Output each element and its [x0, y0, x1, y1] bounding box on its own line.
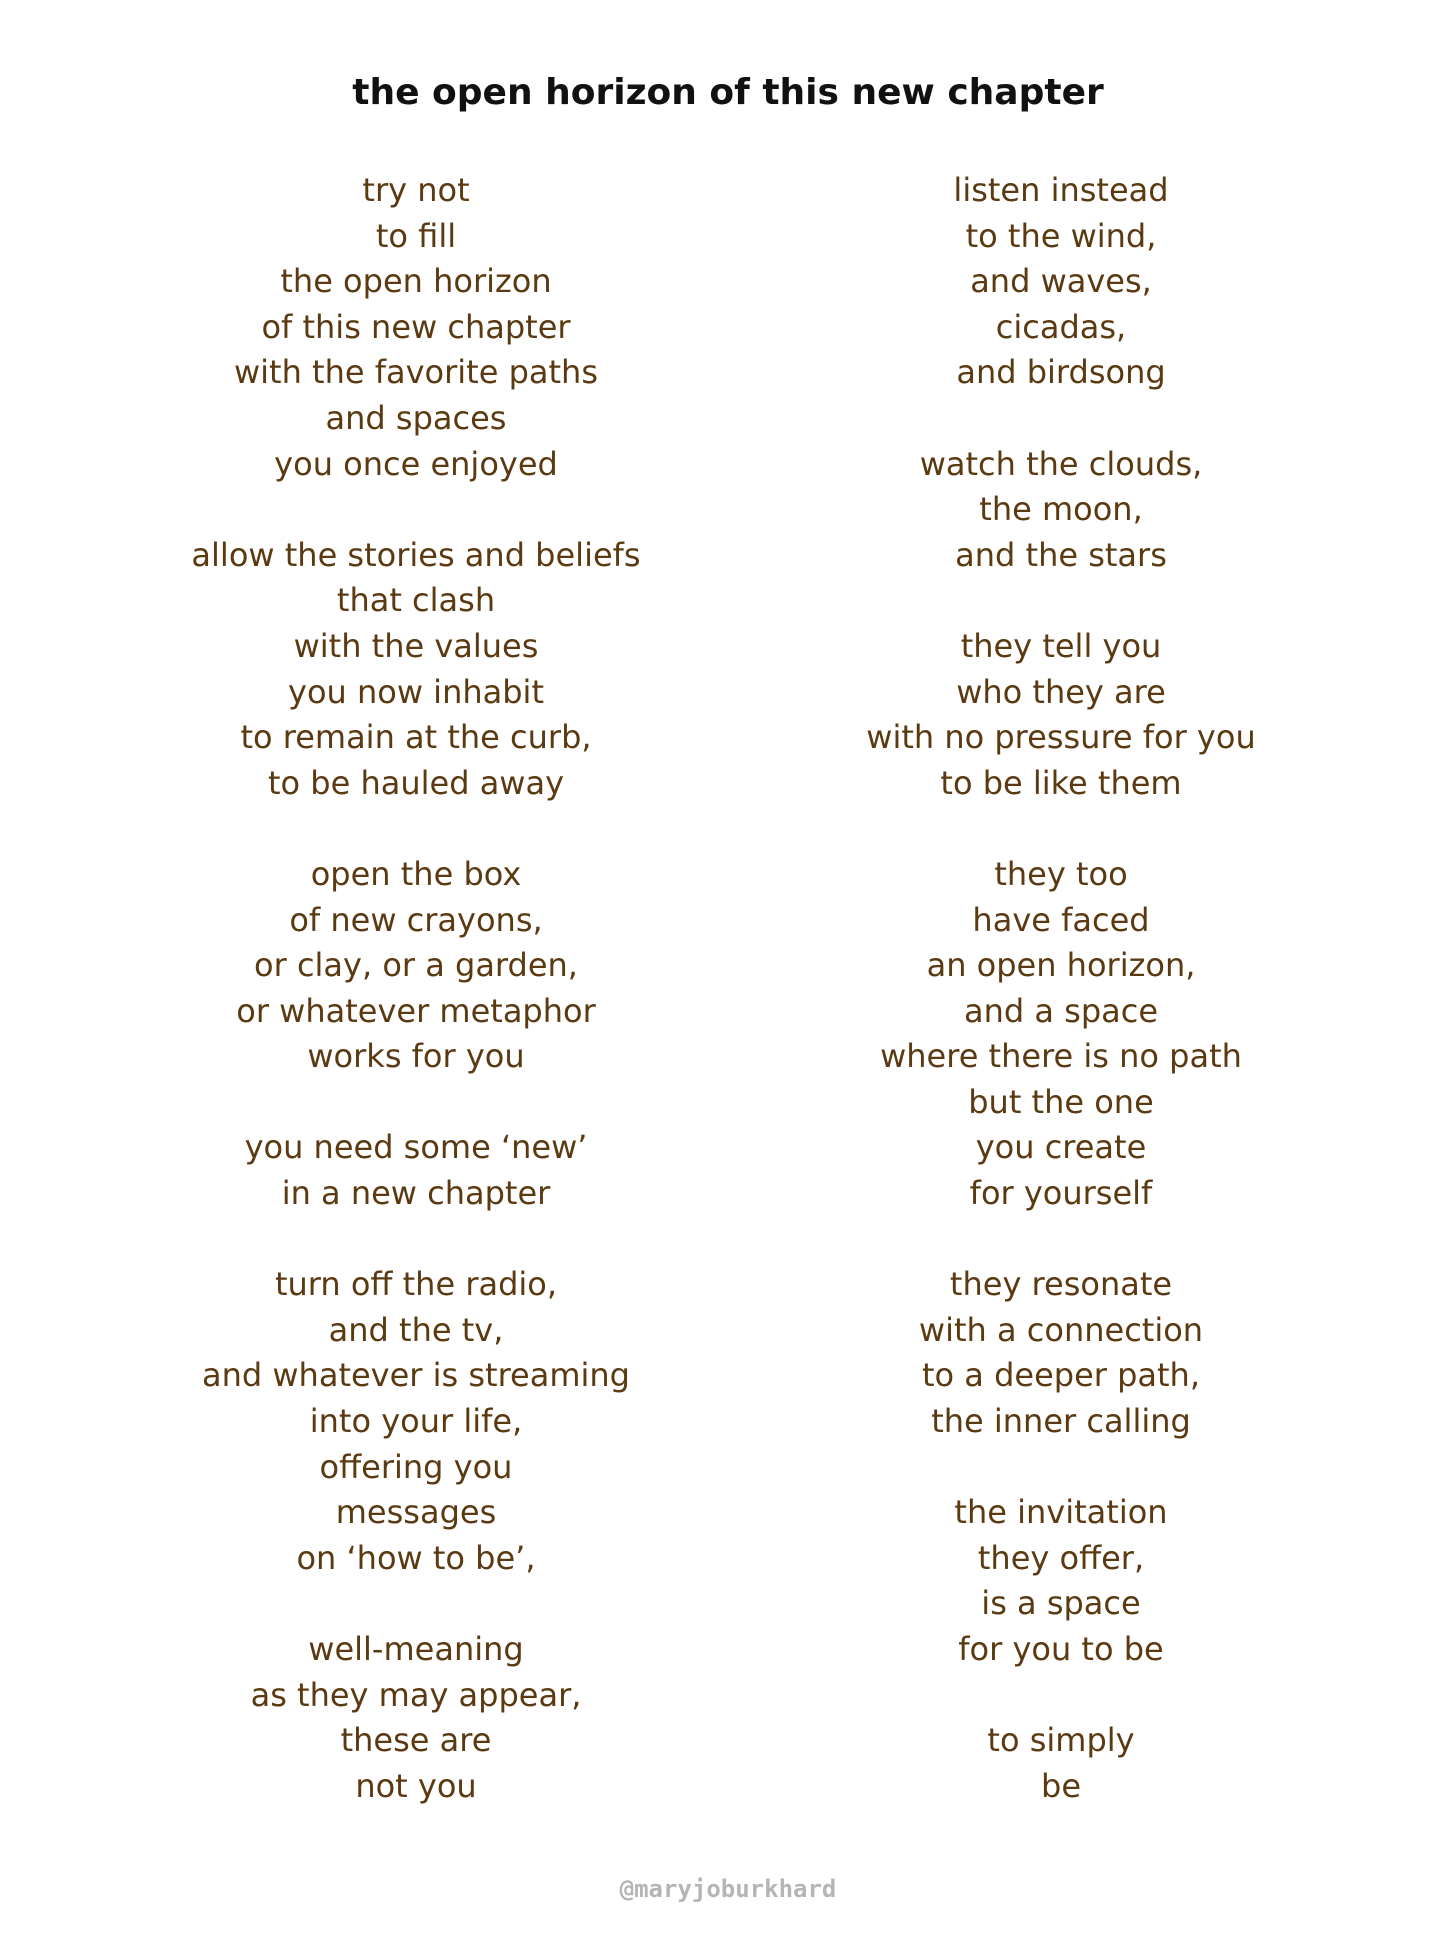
poem-line: and spaces	[325, 398, 507, 437]
poem-line: that clash	[336, 581, 496, 620]
poem-line: allow the stories and beliefs	[191, 535, 641, 574]
poem-line: you once enjoyed	[274, 444, 558, 483]
poem-line: with a connection	[918, 1310, 1204, 1349]
stanza	[761, 852, 1361, 1217]
poem-line: and a space	[963, 991, 1159, 1030]
poem-line: they tell you	[960, 626, 1162, 665]
poem-line: is a space	[981, 1584, 1141, 1623]
poem-line: or clay, or a garden,	[254, 946, 578, 985]
stanza	[116, 168, 716, 487]
poem-line: the inner calling	[931, 1402, 1191, 1441]
poem-line: and waves,	[970, 262, 1152, 301]
stanza	[116, 1125, 716, 1216]
stanza	[116, 1262, 716, 1581]
stanza	[761, 168, 1361, 396]
poem-line: you need some ‘new’	[244, 1128, 588, 1167]
stanza	[761, 1490, 1361, 1672]
poem-line: for you to be	[958, 1630, 1164, 1668]
poem-line: and whatever is streaming	[202, 1356, 630, 1395]
poem-line: to simply	[987, 1721, 1135, 1760]
poem-line: in a new chapter	[281, 1174, 551, 1213]
poem-line: on ‘how to be’,	[296, 1538, 536, 1577]
stanza	[761, 442, 1361, 579]
poem-line: cicadas,	[995, 307, 1127, 346]
poem-line: the invitation	[954, 1493, 1168, 1532]
author-handle: @maryjoburkhard	[619, 1875, 837, 1903]
poem-column-right	[761, 168, 1361, 1809]
poem-line: for yourself	[969, 1174, 1153, 1213]
poem-line: you now inhabit	[288, 672, 544, 711]
poem-line: or whatever metaphor	[236, 991, 596, 1030]
poem-line: to the wind,	[965, 216, 1157, 255]
poem-line: watch the clouds,	[919, 444, 1203, 483]
poem-line: they offer,	[977, 1538, 1145, 1577]
poem-line: you create	[975, 1128, 1147, 1167]
poem-line: to be like them	[940, 763, 1182, 802]
poem-line: not you	[355, 1766, 477, 1805]
stanza	[116, 533, 716, 807]
poem-line: open the box	[310, 854, 522, 893]
poem-line: and the stars	[955, 535, 1167, 574]
poem-line: of new crayons,	[289, 900, 543, 939]
poem-line: who they are	[956, 672, 1166, 711]
poem-line: they too	[994, 854, 1128, 893]
poem-title: the open horizon of this new chapter	[352, 72, 1104, 113]
poem-line: where there is no path	[880, 1037, 1242, 1076]
poem-line: try not	[362, 171, 470, 209]
poem-line: messages	[335, 1493, 497, 1532]
poem-line: listen instead	[953, 171, 1169, 209]
poem-line: as they may appear,	[250, 1675, 582, 1714]
poem-line: to remain at the curb,	[240, 718, 592, 757]
poem-line: works for you	[307, 1037, 525, 1076]
poem-column-left	[116, 168, 716, 1809]
poem-line: turn off the radio,	[274, 1265, 558, 1304]
poem-line: with the values	[293, 626, 539, 665]
poem-line: be	[1041, 1766, 1081, 1805]
poem-line: but the one	[968, 1082, 1154, 1121]
poem-line: these are	[340, 1721, 492, 1760]
poem-line: with the favorite paths	[233, 353, 598, 392]
poem-line: to a deeper path,	[921, 1356, 1200, 1395]
poem-line: the moon,	[979, 490, 1143, 529]
stanza	[116, 1627, 716, 1809]
poem-line: they resonate	[949, 1265, 1173, 1304]
poem-line: offering you	[319, 1447, 513, 1486]
poem-line: have faced	[972, 900, 1150, 939]
poem-line: and birdsong	[956, 353, 1166, 392]
poem-line: an open horizon,	[926, 946, 1196, 985]
stanza	[761, 624, 1361, 806]
poem-line: to be hauled away	[267, 763, 565, 802]
poem-line: into your life,	[309, 1402, 523, 1441]
stanza	[761, 1262, 1361, 1444]
poem-line: well-meaning	[308, 1630, 524, 1668]
poem-line: to fill	[375, 216, 457, 255]
poem-line: the open horizon	[280, 262, 552, 301]
stanza	[761, 1718, 1361, 1809]
poem-line: and the tv,	[328, 1310, 504, 1349]
stanza	[116, 852, 716, 1080]
poem-line: of this new chapter	[261, 307, 571, 346]
poem-line: with no pressure for you	[866, 718, 1256, 757]
